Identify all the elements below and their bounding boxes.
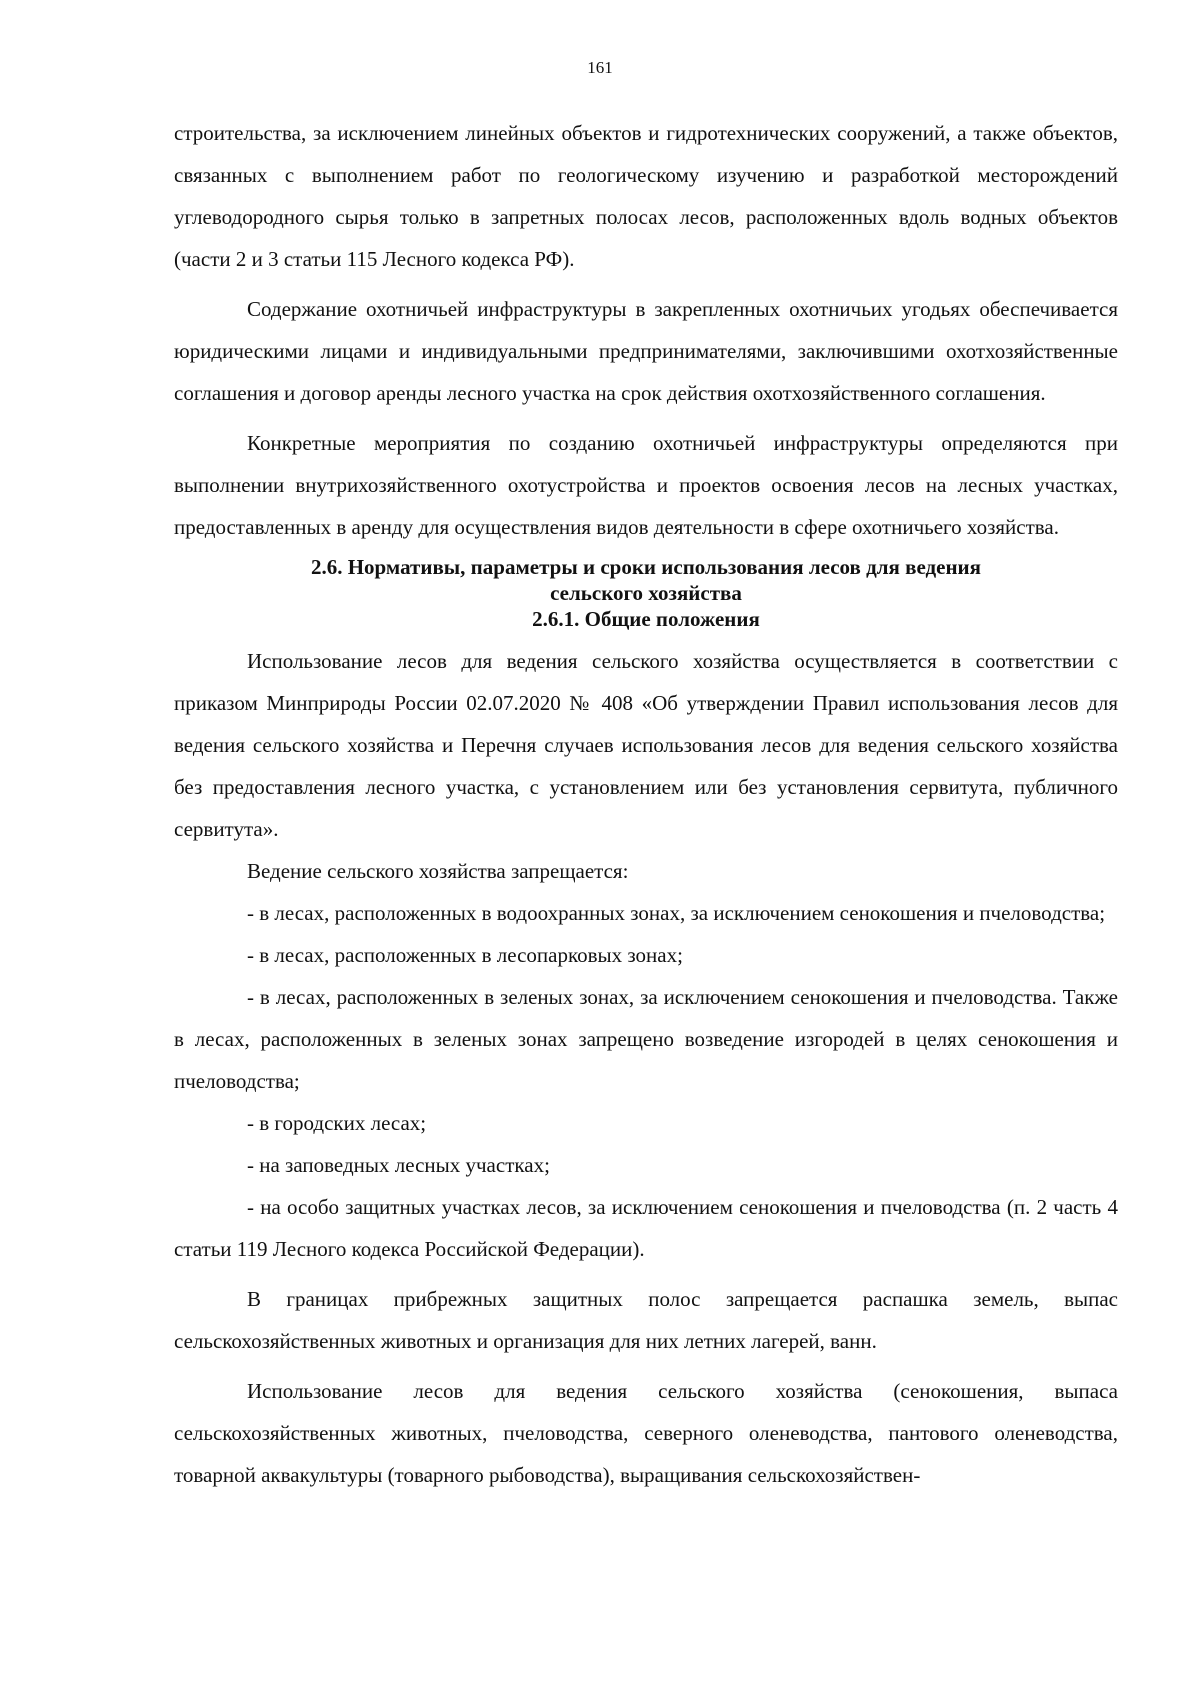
list-item: - на особо защитных участках лесов, за исключением сенокошения и пчеловодства (п. 2 часть 4 статьи 119 Лесного кодекса Российской Федерации). (174, 1195, 1118, 1261)
section-title-line: 2.6. Нормативы, параметры и сроки использования лесов для ведения (310, 555, 982, 579)
list-item: - в лесах, расположенных в лесопарковых зонах; (247, 943, 683, 967)
paragraph: Использование лесов для ведения сельского хозяйства осуществляется в соответствии с приказом Минприроды России 02.07.2020 № 408 «Об утверждении Правил использования лесов для ведения сельского хозяйства и Перечня случаев использования лесов для ведения сельского хозяйства без предоставления лесного участка, с установлением или без установления сервитута, публичного сервитута». (174, 649, 1118, 841)
paragraph: Ведение сельского хозяйства запрещается: (247, 859, 629, 883)
paragraph: строительства, за исключением линейных объектов и гидротехнических сооружений, а также объектов, связанных с выполнением работ по геологическому изучению и разработкой месторождений углеводородного сырья только в запретных полосах лесов, расположенных вдоль водных объектов (части 2 и 3 статьи 115 Лесного кодекса РФ). (174, 121, 1118, 271)
paragraph: В границах прибрежных защитных полос запрещается распашка земель, выпас сельскохозяйственных животных и организация для них летних лагерей, ванн. (174, 1287, 1118, 1353)
list-item: - в городских лесах; (247, 1111, 427, 1135)
document-body (174, 112, 1118, 1496)
subsection-title: 2.6.1. Общие положения (532, 607, 760, 631)
section-heading (174, 554, 1118, 632)
paragraph: Содержание охотничьей инфраструктуры в закрепленных охотничьих угодьях обеспечивается юридическими лицами и индивидуальными предпринимателями, заключившими охотхозяйственные соглашения и договор аренды лесного участка на срок действия охотхозяйственного соглашения. (174, 297, 1118, 405)
paragraph: Конкретные мероприятия по созданию охотничьей инфраструктуры определяются при выполнении внутрихозяйственного охотустройства и проектов освоения лесов на лесных участках, предоставленных в аренду для осуществления видов деятельности в сфере охотничьего хозяйства. (174, 431, 1118, 539)
list-item: - в лесах, расположенных в водоохранных зонах, за исключением сенокошения и пчеловодства; (247, 901, 1106, 925)
page-number: 161 (587, 58, 613, 77)
paragraph: Использование лесов для ведения сельского хозяйства (сенокошения, выпаса сельскохозяйственных животных, пчеловодства, северного оленеводства, пантового оленеводства, товарной аквакультуры (товарного рыбоводства), выращивания сельскохозяйствен- (174, 1379, 1118, 1487)
list-item: - на заповедных лесных участках; (247, 1153, 550, 1177)
section-title-line: сельского хозяйства (550, 581, 742, 605)
list-item: - в лесах, расположенных в зеленых зонах, за исключением сенокошения и пчеловодства. Также в лесах, расположенных в зеленых зонах запрещено возведение изгородей в целях сенокошения и пчеловодства; (174, 985, 1118, 1093)
